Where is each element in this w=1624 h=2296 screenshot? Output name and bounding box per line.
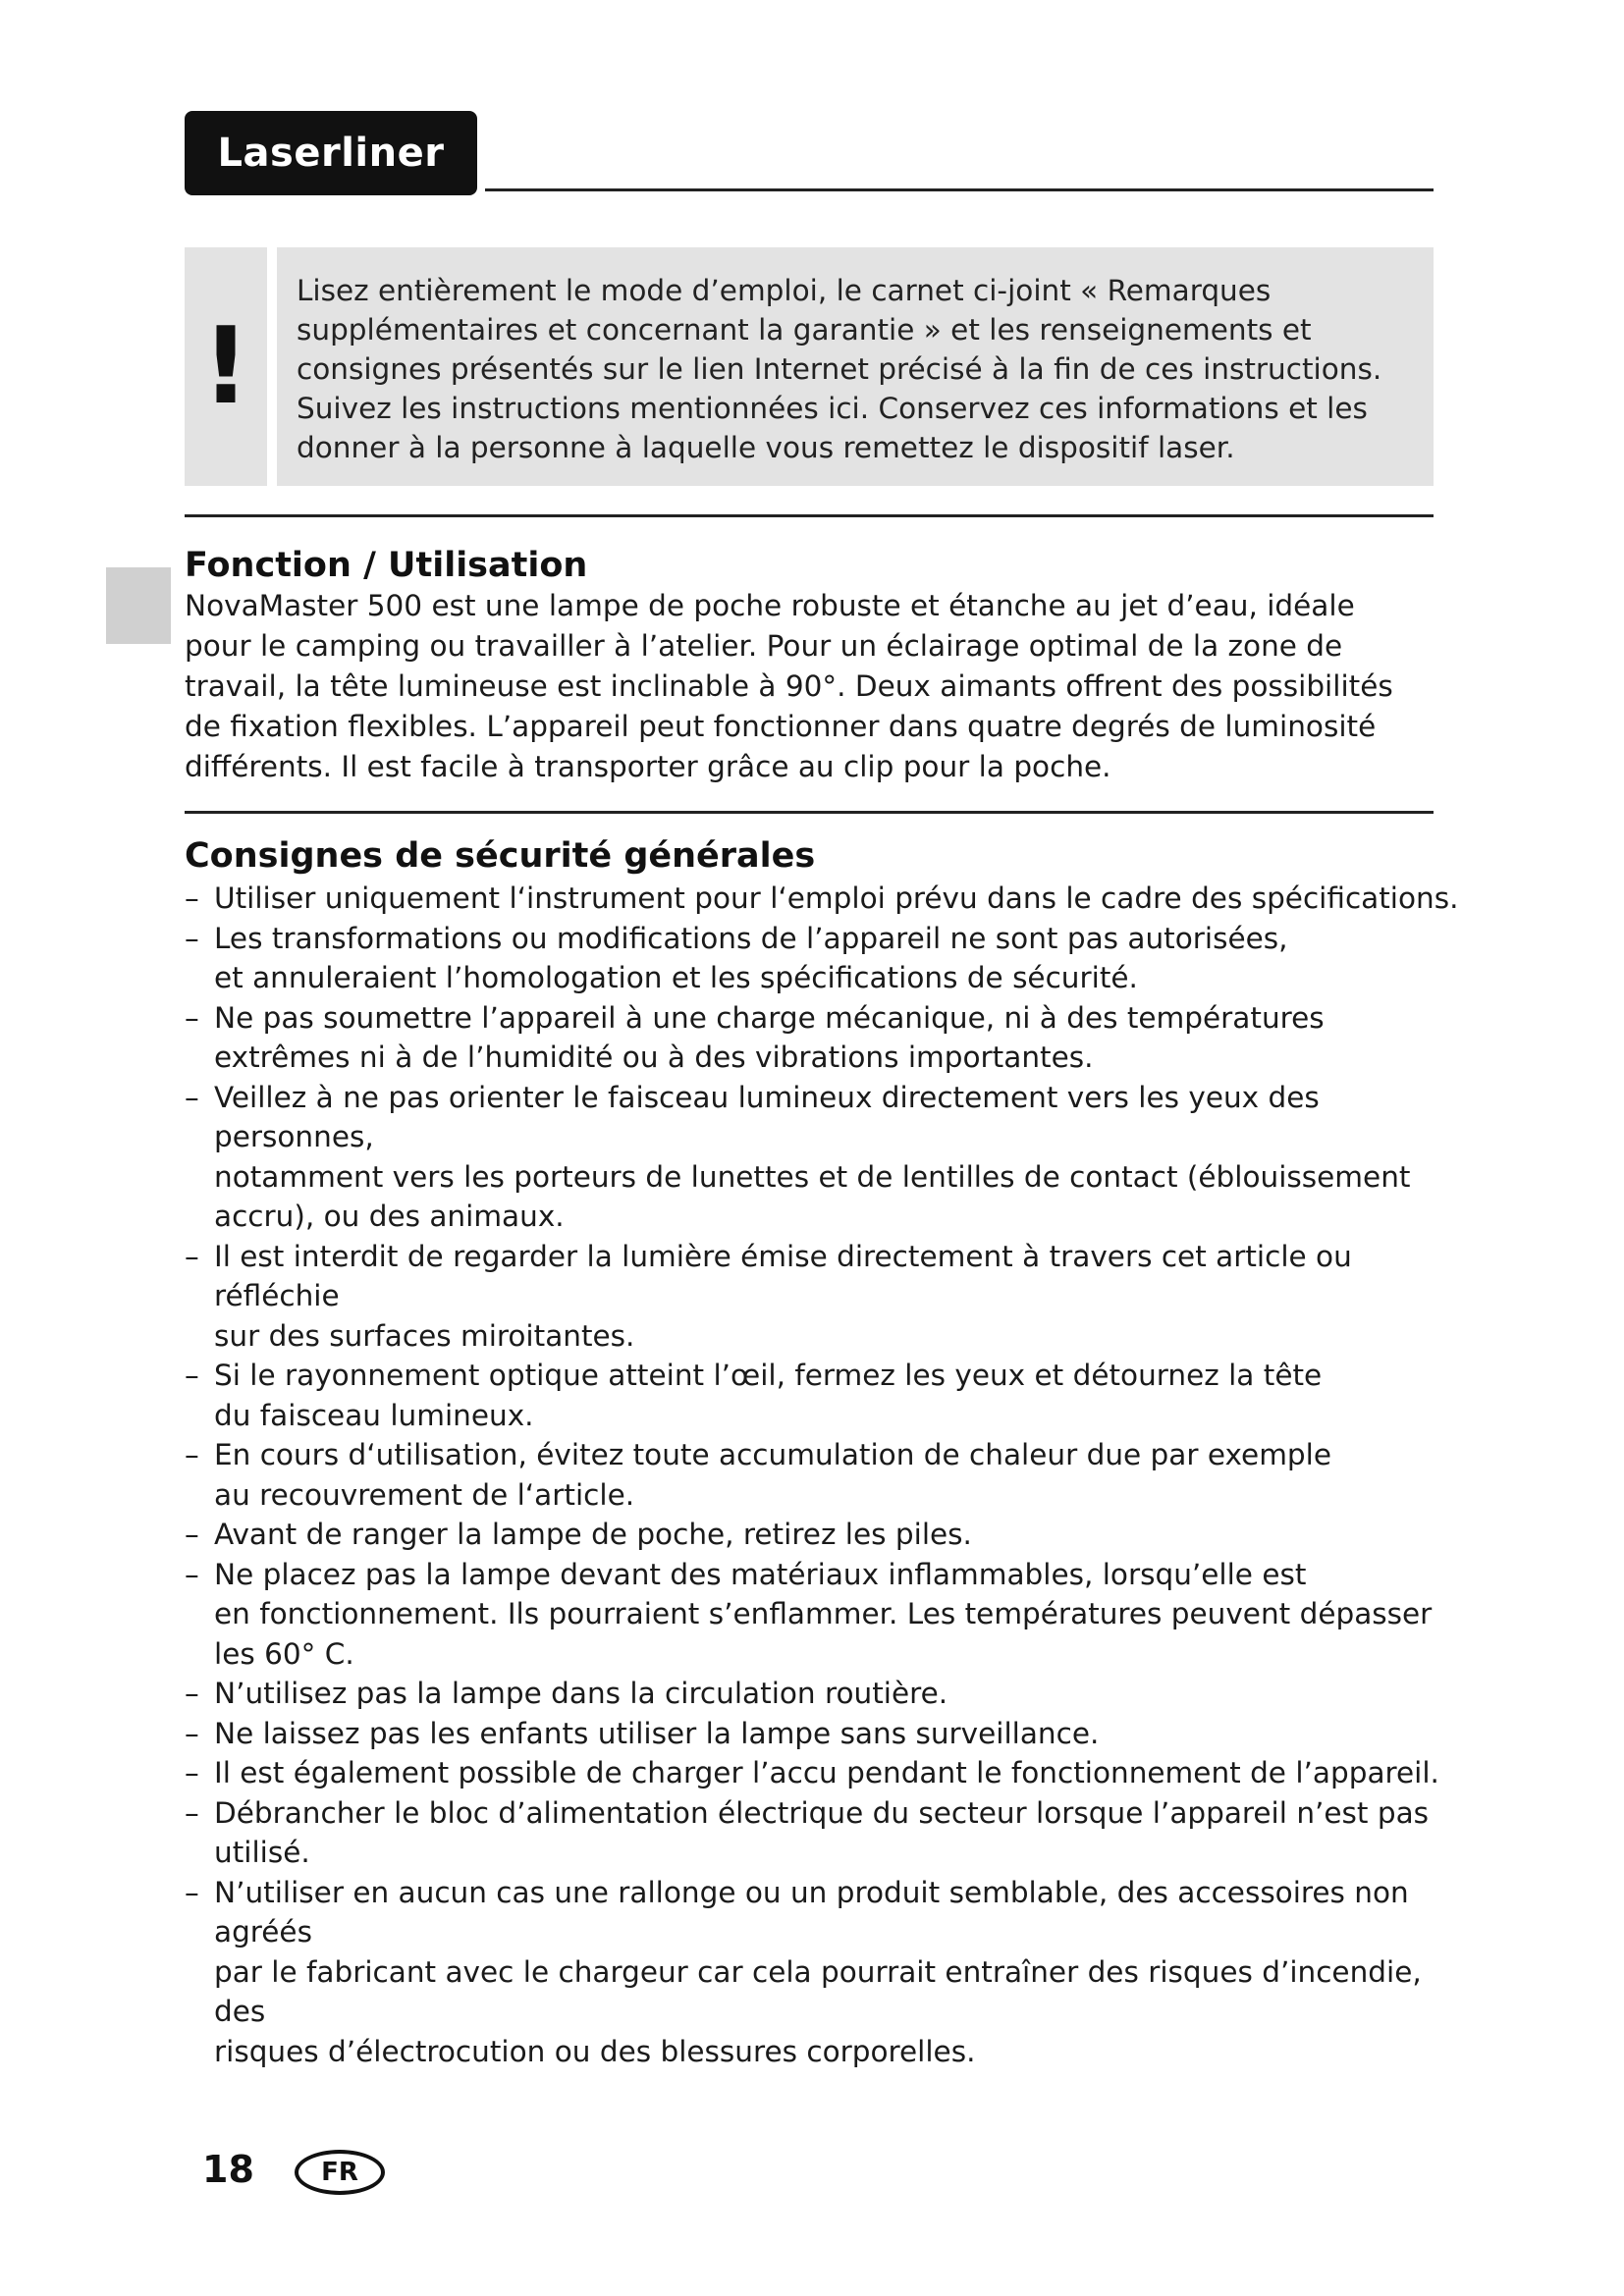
list-item-line: – N’utiliser en aucun cas une rallonge ou un produit semblable, des accessoires non agréés: [214, 1875, 1409, 1949]
list-item: [185, 1753, 1461, 1793]
list-item-line: – Ne placez pas la lampe devant des matériaux inflammables, lorsqu’elle est: [214, 1557, 1307, 1591]
side-tab-marker: [106, 567, 171, 644]
notice-line: supplémentaires et concernant la garantie » et les renseignements et: [297, 313, 1312, 347]
notice-box: [277, 247, 1434, 486]
paragraph-line: différents. Il est facile à transporter grâce au clip pour la poche.: [185, 750, 1111, 783]
list-item: [185, 998, 1461, 1078]
language-badge: FR: [295, 2150, 385, 2195]
list-item-line: – Ne pas soumettre l’appareil à une charge mécanique, ni à des températures: [214, 1000, 1325, 1035]
warning-icon: !: [185, 247, 267, 486]
list-item: [185, 1356, 1461, 1435]
section-title: Consignes de sécurité générales: [185, 836, 816, 876]
header-rule: [485, 188, 1434, 191]
list-item-line: notamment vers les porteurs de lunettes et de lentilles de contact (éblouissement: [214, 1159, 1411, 1194]
list-item-line: – Veillez à ne pas orienter le faisceau lumineux directement vers les yeux des personnes,: [214, 1080, 1320, 1153]
list-item: [185, 1555, 1461, 1675]
section-divider: [185, 811, 1434, 814]
list-item-line: sur des surfaces miroitantes.: [214, 1318, 635, 1353]
paragraph-line: NovaMaster 500 est une lampe de poche robuste et étanche au jet d’eau, idéale: [185, 589, 1355, 622]
list-item-line: en fonctionnement. Ils pourraient s’enflammer. Les températures peuvent dépasser: [214, 1597, 1433, 1630]
list-item-line: – Il est interdit de regarder la lumière émise directement à travers cet article ou réfléchie: [214, 1239, 1352, 1312]
paragraph-line: travail, la tête lumineuse est inclinable à 90°. Deux aimants offrent des possibilités: [185, 669, 1393, 703]
list-item: [185, 1078, 1461, 1237]
list-item-line: – Avant de ranger la lampe de poche, retirez les piles.: [214, 1518, 972, 1551]
safety-section: [185, 835, 1461, 2071]
section-title: Fonction / Utilisation: [185, 546, 588, 585]
brand-logo: Laserliner: [185, 111, 477, 195]
notice-line: Suivez les instructions mentionnées ici. Conservez ces informations et les: [297, 392, 1368, 425]
list-item-line: – Les transformations ou modifications de l’appareil ne sont pas autorisées,: [214, 921, 1288, 955]
list-item-line: accru), ou des animaux.: [214, 1200, 565, 1233]
list-item-line: – Débrancher le bloc d’alimentation électrique du secteur lorsque l’appareil n’est pas utilisé.: [214, 1795, 1430, 1869]
section-divider: [185, 514, 1434, 517]
list-item: [185, 1793, 1461, 1873]
page-number: 18: [202, 2148, 254, 2191]
list-item-line: – Ne laissez pas les enfants utiliser la lampe sans surveillance.: [214, 1716, 1100, 1750]
list-item: [185, 1674, 1461, 1714]
list-item: [185, 1237, 1461, 1357]
list-item: [185, 1873, 1461, 2072]
list-item-line: risques d’électrocution ou des blessures corporelles.: [214, 2034, 976, 2068]
list-item-line: par le fabricant avec le chargeur car cela pourrait entraîner des risques d’incendie, des: [214, 1954, 1422, 2028]
list-item-line: extrêmes ni à de l’humidité ou à des vibrations importantes.: [214, 1041, 1094, 1074]
list-item-line: au recouvrement de l‘article.: [214, 1477, 635, 1512]
list-item-line: et annuleraient l’homologation et les spécifications de sécurité.: [214, 961, 1138, 994]
safety-list: [185, 879, 1461, 2071]
list-item-line: – Il est également possible de charger l’accu pendant le fonctionnement de l’appareil.: [214, 1756, 1439, 1789]
list-item: [185, 879, 1461, 919]
list-item: [185, 1435, 1461, 1515]
list-item-line: les 60° C.: [214, 1636, 354, 1671]
notice-line: Lisez entièrement le mode d’emploi, le carnet ci-joint « Remarques: [297, 274, 1272, 307]
list-item: [185, 1515, 1461, 1555]
list-item-line: du faisceau lumineux.: [214, 1398, 534, 1432]
paragraph-line: de fixation flexibles. L’appareil peut fonctionner dans quatre degrés de luminosité: [185, 710, 1377, 743]
list-item: [185, 919, 1461, 998]
notice-line: consignes présentés sur le lien Internet précisé à la fin de ces instructions.: [297, 352, 1382, 386]
list-item-line: – Utiliser uniquement l‘instrument pour l‘emploi prévu dans le cadre des spécifications.: [214, 881, 1459, 915]
notice-line: donner à la personne à laquelle vous remettez le dispositif laser.: [297, 431, 1235, 464]
paragraph-line: pour le camping ou travailler à l’atelier. Pour un éclairage optimal de la zone de: [185, 629, 1343, 663]
list-item-line: – N’utilisez pas la lampe dans la circulation routière.: [214, 1677, 948, 1710]
function-section: [185, 545, 1461, 787]
list-item: [185, 1714, 1461, 1754]
list-item-line: – En cours d‘utilisation, évitez toute accumulation de chaleur due par exemple: [214, 1438, 1331, 1471]
list-item-line: – Si le rayonnement optique atteint l’œil, fermez les yeux et détournez la tête: [214, 1359, 1323, 1392]
